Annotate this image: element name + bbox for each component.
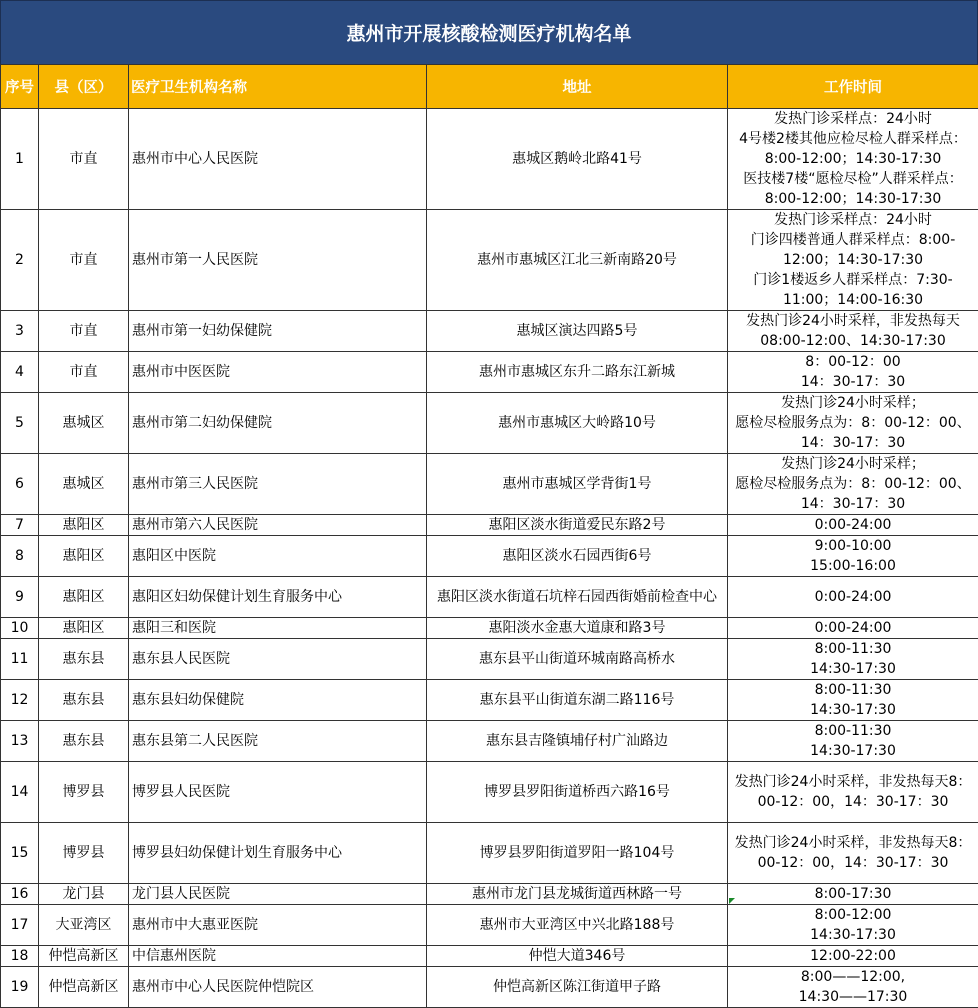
row-hours: 8:00-11:30 14:30-17:30 [728, 639, 978, 680]
row-index: 5 [1, 393, 39, 454]
header-index: 序号 [1, 65, 39, 109]
table-row [1, 680, 978, 721]
row-address: 惠州市惠城区学背街1号 [427, 454, 728, 515]
row-index: 6 [1, 454, 39, 515]
row-address: 惠东县吉隆镇埔仔村广汕路边 [427, 721, 728, 762]
row-county: 市直 [39, 210, 129, 311]
row-address: 惠州市惠城区江北三新南路20号 [427, 210, 728, 311]
row-address: 仲恺高新区陈江街道甲子路 [427, 967, 728, 1008]
row-index: 19 [1, 967, 39, 1008]
row-hours: 发热门诊24小时采样； 愿检尽检服务点为：8：00-12：00、14：30-17：30 [728, 393, 978, 454]
table-row [1, 352, 978, 393]
institution-table [0, 64, 978, 1008]
row-county: 博罗县 [39, 823, 129, 884]
row-hours: 8：00-12：00 14：30-17：30 [728, 352, 978, 393]
row-address: 惠城区鹅岭北路41号 [427, 109, 728, 210]
table-title: 惠州市开展核酸检测医疗机构名单 [0, 0, 978, 65]
table-row [1, 454, 978, 515]
row-address: 仲恺大道346号 [427, 946, 728, 967]
row-index: 9 [1, 577, 39, 618]
row-county: 惠阳区 [39, 536, 129, 577]
row-index: 12 [1, 680, 39, 721]
row-address: 惠州市惠城区东升二路东江新城 [427, 352, 728, 393]
row-hours: 8:00-17:30 [728, 884, 978, 905]
row-institution-name: 博罗县人民医院 [129, 762, 427, 823]
header-row [1, 65, 978, 109]
row-county: 市直 [39, 311, 129, 352]
row-index: 18 [1, 946, 39, 967]
row-institution-name: 博罗县妇幼保健计划生育服务中心 [129, 823, 427, 884]
row-index: 15 [1, 823, 39, 884]
row-index: 14 [1, 762, 39, 823]
row-institution-name: 惠阳区妇幼保健计划生育服务中心 [129, 577, 427, 618]
row-address: 惠州市龙门县龙城街道西林路一号 [427, 884, 728, 905]
header-address: 地址 [427, 65, 728, 109]
row-hours: 8:00-12:00 14:30-17:30 [728, 905, 978, 946]
table-row [1, 536, 978, 577]
row-institution-name: 惠州市中心人民医院仲恺院区 [129, 967, 427, 1008]
row-hours: 12:00-22:00 [728, 946, 978, 967]
row-institution-name: 惠阳三和医院 [129, 618, 427, 639]
table-row [1, 967, 978, 1008]
row-hours: 发热门诊24小时采样； 愿检尽检服务点为：8：00-12：00、14：30-17：30 [728, 454, 978, 515]
row-institution-name: 惠东县第二人民医院 [129, 721, 427, 762]
row-index: 1 [1, 109, 39, 210]
row-institution-name: 惠州市第六人民医院 [129, 515, 427, 536]
row-institution-name: 惠州市第一人民医院 [129, 210, 427, 311]
row-institution-name: 惠州市第一妇幼保健院 [129, 311, 427, 352]
row-county: 仲恺高新区 [39, 946, 129, 967]
row-county: 惠城区 [39, 393, 129, 454]
table-row [1, 210, 978, 311]
row-address: 惠州市大亚湾区中兴北路188号 [427, 905, 728, 946]
row-county: 仲恺高新区 [39, 967, 129, 1008]
row-index: 11 [1, 639, 39, 680]
row-county: 惠东县 [39, 639, 129, 680]
row-index: 3 [1, 311, 39, 352]
row-address: 惠阳区淡水街道石坑梓石园西街婚前检查中心 [427, 577, 728, 618]
row-county: 龙门县 [39, 884, 129, 905]
row-index: 13 [1, 721, 39, 762]
row-index: 16 [1, 884, 39, 905]
row-county: 惠城区 [39, 454, 129, 515]
table-row [1, 577, 978, 618]
row-county: 博罗县 [39, 762, 129, 823]
row-hours: 发热门诊24小时采样，非发热每天8：00-12：00，14：30-17：30 [728, 823, 978, 884]
row-institution-name: 中信惠州医院 [129, 946, 427, 967]
row-county: 惠阳区 [39, 515, 129, 536]
row-institution-name: 惠州市中医医院 [129, 352, 427, 393]
row-county: 市直 [39, 352, 129, 393]
table-row [1, 515, 978, 536]
table-row [1, 946, 978, 967]
row-address: 惠东县平山街道环城南路高桥水 [427, 639, 728, 680]
table-row [1, 905, 978, 946]
row-address: 惠阳淡水金惠大道康和路3号 [427, 618, 728, 639]
row-address: 惠州市惠城区大岭路10号 [427, 393, 728, 454]
row-institution-name: 惠州市中心人民医院 [129, 109, 427, 210]
row-address: 惠城区演达四路5号 [427, 311, 728, 352]
table-row [1, 618, 978, 639]
header-hours: 工作时间 [728, 65, 978, 109]
header-county: 县（区） [39, 65, 129, 109]
table-row [1, 884, 978, 905]
row-address: 惠阳区淡水街道爱民东路2号 [427, 515, 728, 536]
row-institution-name: 惠东县妇幼保健院 [129, 680, 427, 721]
row-index: 7 [1, 515, 39, 536]
row-address: 博罗县罗阳街道罗阳一路104号 [427, 823, 728, 884]
row-hours: 发热门诊24小时采样，非发热每天8：00-12：00，14：30-17：30 [728, 762, 978, 823]
row-county: 惠东县 [39, 721, 129, 762]
row-index: 8 [1, 536, 39, 577]
row-hours: 发热门诊采样点：24小时 4号楼2楼其他应检尽检人群采样点：8:00-12:00；14:30-17:30 医技楼7楼“愿检尽检”人群采样点：8:00-12:00；14:30-17:30 [728, 109, 978, 210]
row-index: 2 [1, 210, 39, 311]
header-name: 医疗卫生机构名称 [129, 65, 427, 109]
row-institution-name: 惠阳区中医院 [129, 536, 427, 577]
row-address: 惠阳区淡水石园西街6号 [427, 536, 728, 577]
row-county: 惠东县 [39, 680, 129, 721]
row-hours: 发热门诊采样点：24小时 门诊四楼普通人群采样点：8:00-12:00；14:30-17:30 门诊1楼返乡人群采样点：7:30-11:00；14:00-16:30 [728, 210, 978, 311]
row-county: 大亚湾区 [39, 905, 129, 946]
row-address: 博罗县罗阳街道桥西六路16号 [427, 762, 728, 823]
row-institution-name: 龙门县人民医院 [129, 884, 427, 905]
row-hours: 8:00-11:30 14:30-17:30 [728, 721, 978, 762]
table-row [1, 393, 978, 454]
row-hours: 0:00-24:00 [728, 515, 978, 536]
row-institution-name: 惠州市第二妇幼保健院 [129, 393, 427, 454]
row-address: 惠东县平山街道东湖二路116号 [427, 680, 728, 721]
table-row [1, 311, 978, 352]
row-hours: 8:00-11:30 14:30-17:30 [728, 680, 978, 721]
row-hours: 发热门诊24小时采样，非发热每天08:00-12:00、14:30-17:30 [728, 311, 978, 352]
row-institution-name: 惠州市中大惠亚医院 [129, 905, 427, 946]
table-row [1, 721, 978, 762]
table-row [1, 762, 978, 823]
row-index: 10 [1, 618, 39, 639]
row-index: 17 [1, 905, 39, 946]
table-row [1, 639, 978, 680]
table-row [1, 109, 978, 210]
row-hours: 0:00-24:00 [728, 577, 978, 618]
row-hours: 0:00-24:00 [728, 618, 978, 639]
row-index: 4 [1, 352, 39, 393]
row-hours: 9:00-10:00 15:00-16:00 [728, 536, 978, 577]
row-county: 惠阳区 [39, 618, 129, 639]
row-institution-name: 惠东县人民医院 [129, 639, 427, 680]
row-institution-name: 惠州市第三人民医院 [129, 454, 427, 515]
row-county: 惠阳区 [39, 577, 129, 618]
table-row [1, 823, 978, 884]
row-hours: 8:00——12:00, 14:30——17:30 [728, 967, 978, 1008]
cell-comment-marker [729, 898, 735, 904]
row-county: 市直 [39, 109, 129, 210]
